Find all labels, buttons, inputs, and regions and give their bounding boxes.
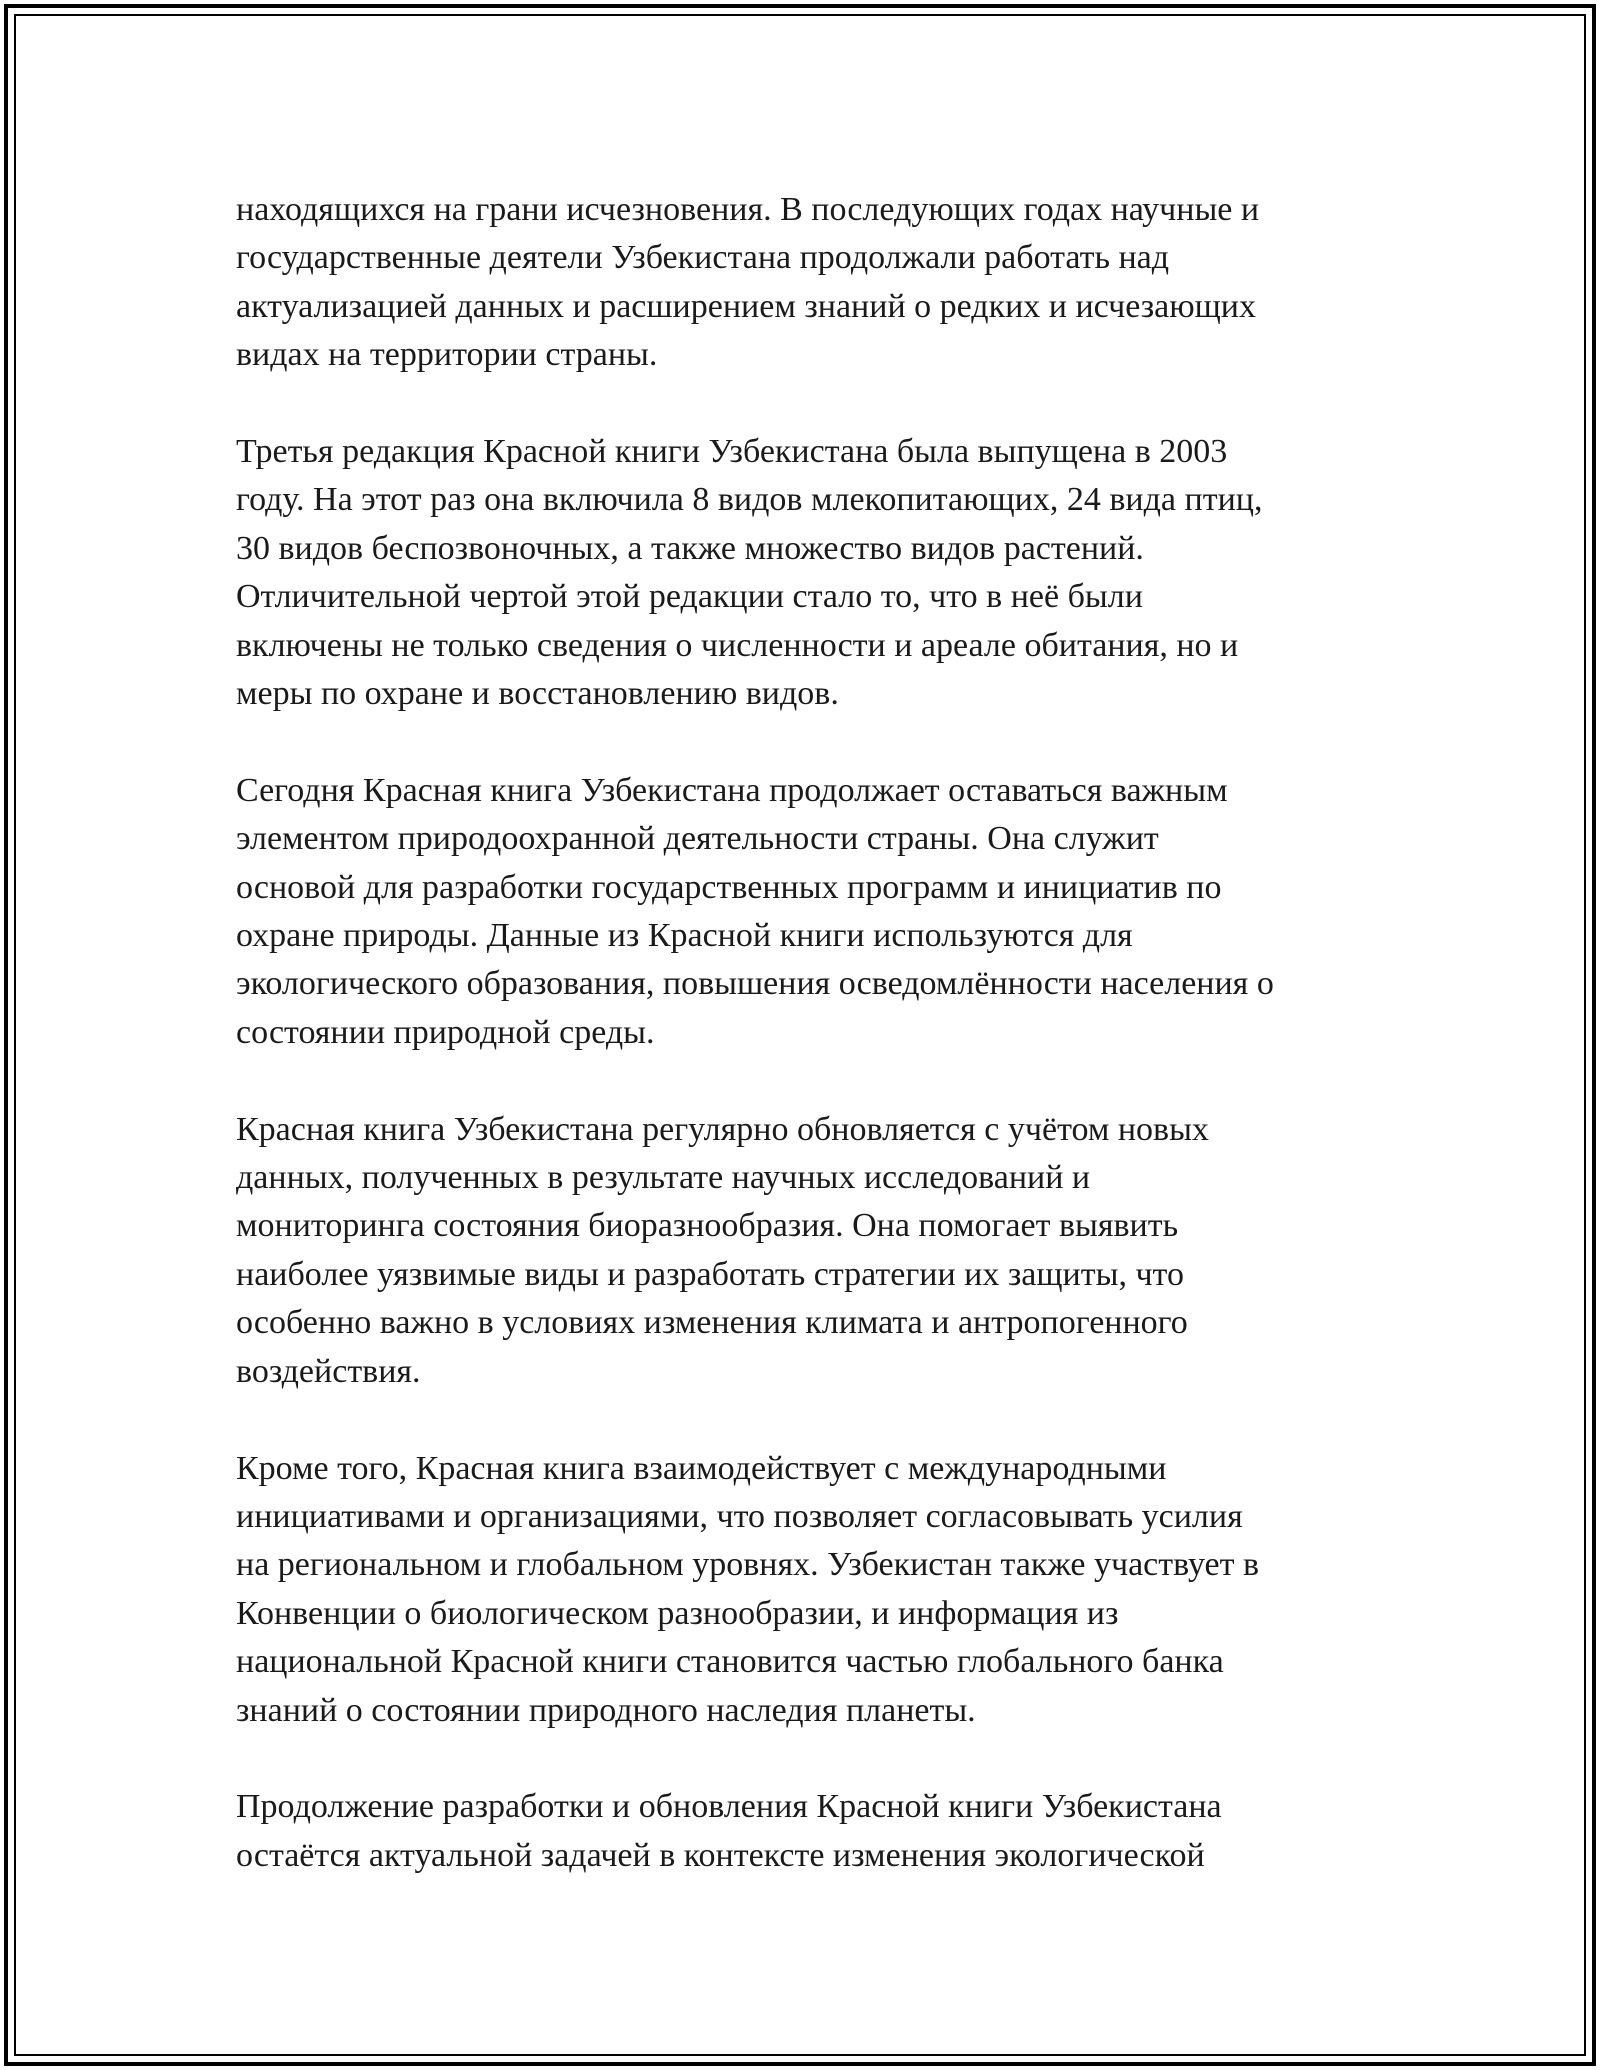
paragraph: Сегодня Красная книга Узбекистана продолжает оставаться важным элементом природоохранной деятельности страны. Она служит основой для разработки государственных программ и инициатив по охране природы. Данные из Красной книги используются для экологического образования, повышения осведомлённости населения о состоянии природной среды. — [236, 771, 1274, 1051]
document-body — [236, 186, 1366, 1880]
paragraph: находящихся на грани исчезновения. В последующих годах научные и государственные деятели Узбекистана продолжали работать над актуализацией данных и расширением знаний о редких и исчезающих видах на территории страны. — [236, 191, 1260, 374]
paragraph: Красная книга Узбекистана регулярно обновляется с учётом новых данных, полученных в результате научных исследований и мониторинга состояния биоразнообразия. Она помогает выявить наиболее уязвимые виды и разработать стратегии их защиты, что особенно важно в условиях изменения климата и антропогенного воздействия. — [236, 1110, 1209, 1390]
paragraph: Кроме того, Красная книга взаимодействует с международными инициативами и организациями, что позволяет согласовывать усилия на региональном и глобальном уровнях. Узбекистан также участвует в Конвенции о биологическом разнообразии, и информация из национальной Красной книги становится частью глобального банка знаний о состоянии природного наследия планеты. — [236, 1449, 1260, 1729]
paragraph: Продолжение разработки и обновления Красной книги Узбекистана остаётся актуальной задачей в контексте изменения экологической — [236, 1788, 1222, 1874]
paragraph: Третья редакция Красной книги Узбекистана была выпущена в 2003 году. На этот раз она включила 8 видов млекопитающих, 24 вида птиц, 30 видов беспозвоночных, а также множество видов растений. Отличительной чертой этой редакции стало то, что в неё были включены не только сведения о численности и ареале обитания, но и меры по охране и восстановлению видов. — [236, 433, 1263, 713]
